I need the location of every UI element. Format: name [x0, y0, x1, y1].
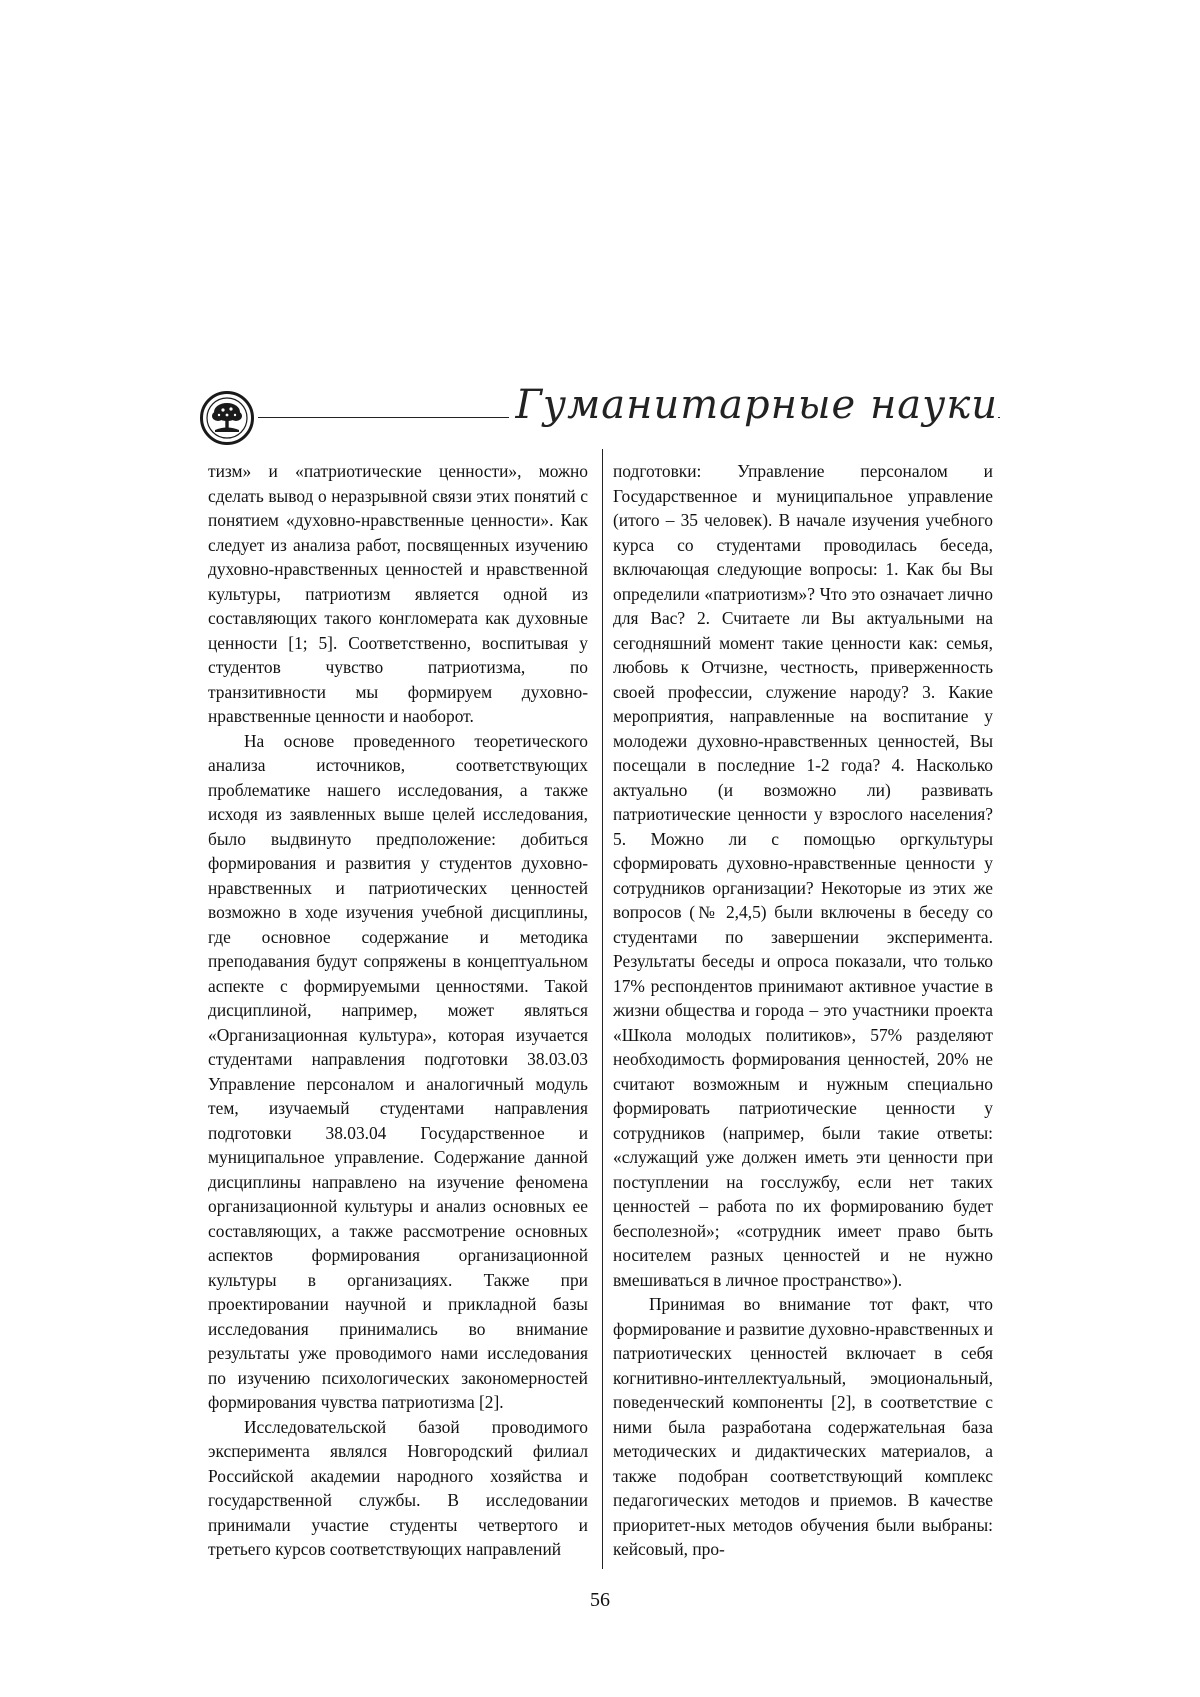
paragraph: На основе проведенного теоретического анализа источников, соответствующих проблематике нашего исследования, а также исходя из заявленных выше целей исследования, было выдвинуто предположение: добиться формирования и развития у студентов духовно-нравственных и патриотических ценностей возможно в ходе изучения учебной дисциплины, где основное содержание и методика преподавания будут сопряжены в концептуальном аспекте с формируемыми ценностями. Такой дисциплиной, например, может являться «Организационная культура», которая изучается студентами направления подготовки 38.03.03 Управление персоналом и аналогичный модуль тем, изучаемый студентами направления подготовки 38.03.04 Государственное и муниципальное управление. Содержание данной дисциплины направлено на изучение феномена организационной культуры и анализ основных ее составляющих, а также рассмотрение основных аспектов формирования организационной культуры в организациях. Также при проектировании научной и прикладной базы исследования принимались во внимание результаты уже проводимого нами исследования по изучению психологических закономерностей формирования чувства патриотизма [2].	[208, 730, 588, 1412]
paragraph: Исследовательской базой проводимого эксперимента являлся Новгородский филиал Российской академии народного хозяйства и государственной службы. В исследовании принимали участие студенты четвертого и третьего курсов соответствующих направлений	[208, 1416, 588, 1559]
paragraph: Принимая во внимание тот факт, что формирование и развитие духовно-нравственных и патриотических ценностей включает в себя когнитивно-интеллектуальный, эмоциональный, поведенческий компоненты [2], в соответствие с ними была разработана содержательная база методических и дидактических материалов, а также подобран соответствующий комплекс педагогических методов и приемов. В качестве приоритет-ных методов обучения были выбраны: кейсовый, про-	[613, 1294, 993, 1559]
page-number: 56	[590, 1589, 610, 1611]
tree-emblem-icon	[200, 391, 254, 445]
left-column	[208, 459, 588, 1562]
page-header	[200, 383, 1000, 449]
paragraph: тизм» и «патриотические ценности», можно сделать вывод о неразрывной связи этих понятий с понятием «духовно-нравственные ценности». Как следует из анализа работ, посвященных изучению духовно-нравственных ценностей и нравственной культуры, патриотизм является одной из составляющих такого конгломерата как духовные ценности [1; 5]. Соответственно, воспитывая у студентов чувство патриотизма, по транзитивности мы формируем духовно-нравственные ценности и наоборот.	[208, 461, 588, 726]
section-title: Гуманитарные науки	[509, 383, 998, 427]
column-divider	[602, 449, 603, 1569]
right-column	[613, 459, 993, 1562]
tree-emblem-graphic	[203, 394, 251, 442]
paragraph: подготовки: Управление персоналом и Государственное и муниципальное управление (итого – 35 человек). В начале изучения учебного курса со студентами проводилась беседа, включающая следующие вопросы: 1. Как бы Вы определили «патриотизм»? Что это означает лично для Вас? 2. Считаете ли Вы актуальными на сегодняшний момент такие ценности как: семья, любовь к Отчизне, честность, приверженность своей профессии, служение народу? 3. Какие мероприятия, направленные на воспитание у молодежи духовно-нравственных ценностей, Вы посещали в последние 1-2 года? 4. Насколько актуально (и возможно ли) развивать патриотические ценности у взрослого населения? 5. Можно ли с помощью оргкультуры сформировать духовно-нравственные ценности у сотрудников организации? Некоторые из этих же вопросов (№ 2,4,5) были включены в беседу со студентами по завершении эксперимента. Результаты беседы и опроса показали, что только 17% респондентов принимают активное участие в жизни общества и города – это участники проекта «Школа молодых политиков», 57% разделяют необходимость формирования ценностей, 20% не считают возможным и нужным специально формировать патриотические ценности у сотрудников (например, были такие ответы: «служащий уже должен иметь эти ценности при поступлении на госслужбу, если нет таких ценностей – работа по их формированию будет бесполезной»; «сотрудник имеет право быть носителем разных ценностей и не нужно вмешиваться в личное пространство»).	[613, 461, 993, 1290]
